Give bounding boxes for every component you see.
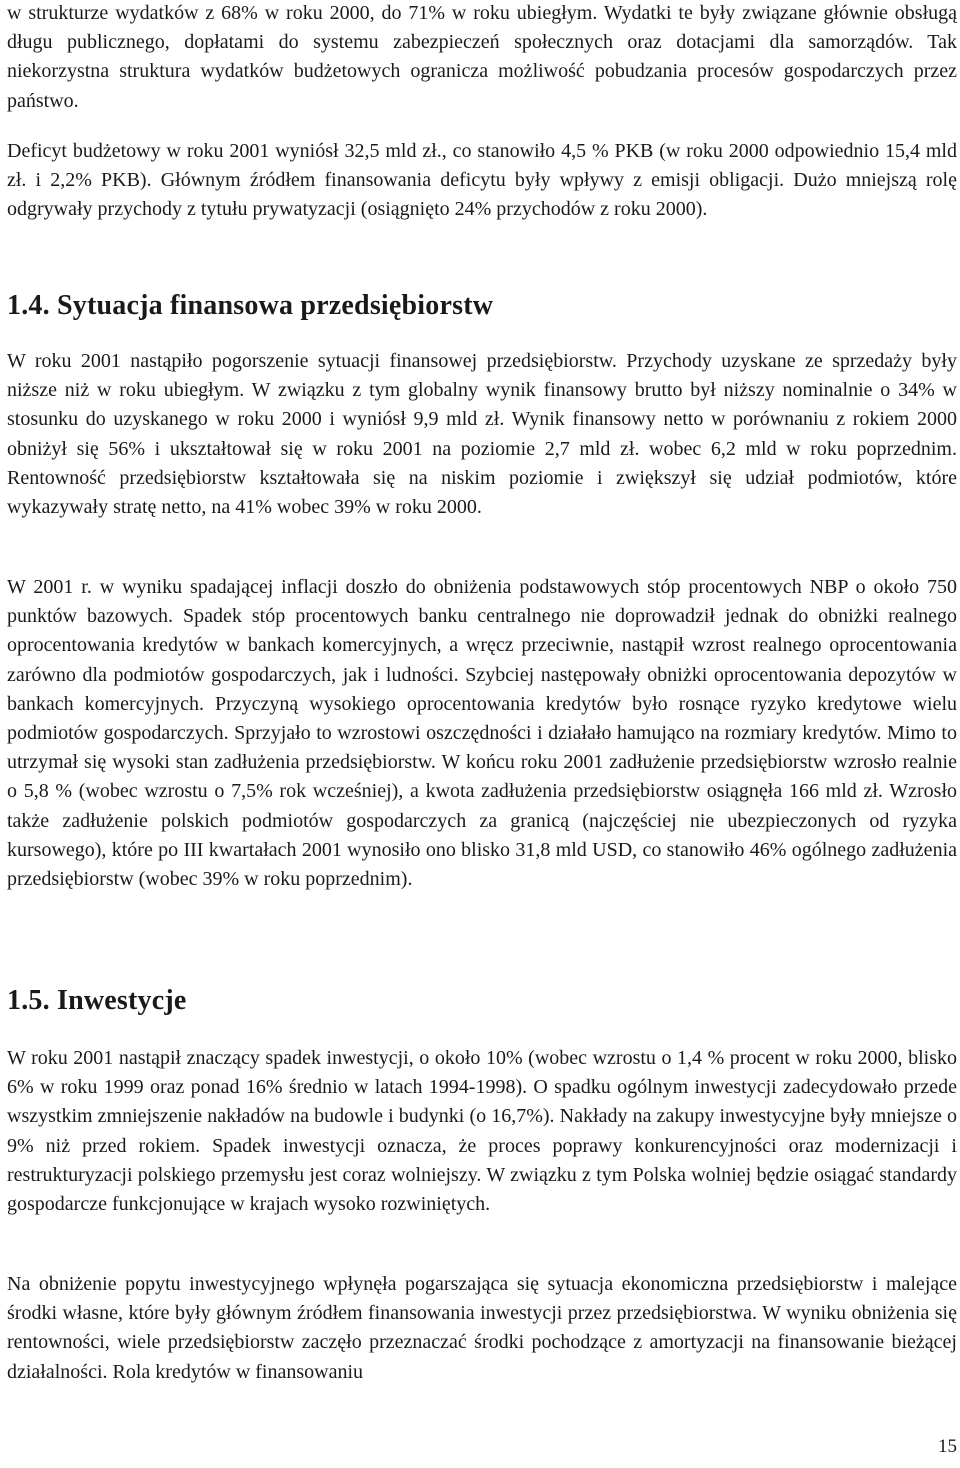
section-heading-financial-situation: 1.4. Sytuacja finansowa przedsiębiorstw	[7, 290, 494, 321]
paragraph-company-finances: W roku 2001 nastąpiło pogorszenie sytuacji finansowej przedsiębiorstw. Przychody uzyskane ze sprzedaży były niższe niż w roku ubiegłym. W związku z tym globalny wynik finansowy brutto był niższy nominalnie o 34% w stosunku do uzyskanego w roku 2000 i wyniósł 9,9 mld zł. Wynik finansowy netto w porównaniu z rokiem 2000 obniżył się 56% i ukształtował się w roku 2001 na poziomie 2,7 mld zł. wobec 6,2 mld w roku poprzednim. Rentowność przedsiębiorstw kształtowała się na niskim poziomie i zwiększył się udział podmiotów, które wykazywały stratę netto, na 41% wobec 39% w roku 2000.	[7, 350, 957, 519]
paragraph-investment-decline: W roku 2001 nastąpił znaczący spadek inwestycji, o około 10% (wobec wzrostu o 1,4 % procent w roku 2000, blisko 6% w roku 1999 oraz ponad 16% średnio w latach 1994-1998). O spadku ogólnym inwestycji zadecydowało przede wszystkim zmniejszenie nakładów na budowle i budynki (o 16,7%). Nakłady na zakupy inwestycyjne były mniejsze o 9% niż przed rokiem. Spadek inwestycji oznacza, że proces poprawy konkurencyjności oraz modernizacji i restrukturyzacji polskiego przemysłu jest coraz wolniejszy. W związku z tym Polska wolniej będzie osiągać standardy gospodarcze funkcjonujące w krajach wysoko rozwiniętych.	[7, 1047, 957, 1216]
paragraph-investment-demand: Na obniżenie popytu inwestycyjnego wpłynęła pogarszająca się sytuacja ekonomiczna przedsiębiorstw i malejące środki własne, które były głównym źródłem finansowania inwestycji przez przedsiębiorstwa. W wyniku obniżenia się rentowności, wiele przedsiębiorstw zaczęło przeznaczać środki pochodzące z amortyzacji na finansowanie bieżącej działalności. Rola kredytów w finansowaniu	[7, 1273, 957, 1383]
page-number: 15	[938, 1436, 957, 1457]
paragraph-budget-structure: w strukturze wydatków z 68% w roku 2000, do 71% w roku ubiegłym. Wydatki te były związane głównie obsługą długu publicznego, dopłatami do systemu zabezpieczeń społecznych oraz dotacjami dla samorządów. Tak niekorzystna struktura wydatków budżetowych ogranicza możliwość pobudzania procesów gospodarczych przez państwo.	[7, 2, 957, 112]
paragraph-budget-deficit: Deficyt budżetowy w roku 2001 wyniósł 32,5 mld zł., co stanowiło 4,5 % PKB (w roku 2000 odpowiednio 15,4 mld zł. i 2,2% PKB). Głównym źródłem finansowania deficytu były wpływy z emisji obligacji. Dużo mniejszą rolę odgrywały przychody z tytułu prywatyzacji (osiągnięto 24% przychodów z roku 2000).	[7, 140, 957, 221]
paragraph-interest-rates: W 2001 r. w wyniku spadającej inflacji doszło do obniżenia podstawowych stóp procentowych NBP o około 750 punktów bazowych. Spadek stóp procentowych banku centralnego nie doprowadził jednak do obniżki realnego oprocentowania kredytów w bankach komercyjnych, a wręcz przeciwnie, nastąpił wzrost realnego oprocentowania zarówno dla podmiotów gospodarczych, jak i ludności. Szybciej następowały obniżki oprocentowania depozytów w bankach komercyjnych. Przyczyną wysokiego oprocentowania kredytów było rosnące ryzyko kredytowe wielu podmiotów gospodarczych. Sprzyjało to wzrostowi oszczędności i działało hamująco na rozmiary kredytów. Mimo to utrzymał się wysoki stan zadłużenia przedsiębiorstw. W końcu roku 2001 zadłużenie przedsiębiorstw wzrosło realnie o 5,8 % (wobec wzrostu o 7,5% rok wcześniej), a kwota zadłużenia przedsiębiorstw osiągnęła 166 mld zł. Wzrosło także zadłużenie polskich podmiotów gospodarczych za granicą (najczęściej nie ubezpieczonych od ryzyka kursowego), które po III kwartałach 2001 wynosiło ono blisko 31,8 mld USD, co stanowiło 46% ogólnego zadłużenia przedsiębiorstw (wobec 39% w roku poprzednim).	[7, 576, 957, 891]
section-heading-investments: 1.5. Inwestycje	[7, 985, 187, 1016]
